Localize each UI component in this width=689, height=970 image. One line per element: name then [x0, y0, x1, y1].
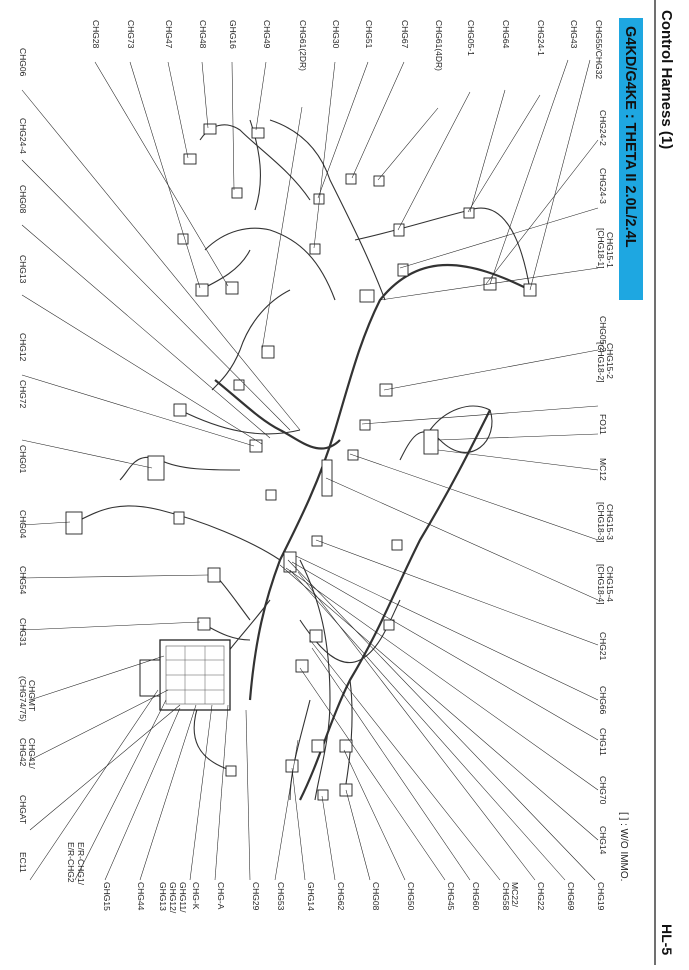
- connector-label: CHG48: [198, 20, 208, 49]
- connector-label: CHG24-3: [598, 168, 608, 204]
- connector-label: CHG73: [126, 20, 136, 49]
- connector-label: CHG43: [569, 20, 579, 49]
- connector-label: FO11: [598, 414, 608, 435]
- connector-label: CHG30: [331, 20, 341, 49]
- connector-label: CHG55/CHG32: [594, 20, 604, 80]
- connector-label: CHG42: [18, 738, 28, 767]
- connector-label: CHG01: [18, 445, 28, 474]
- connector-label: CHG29: [251, 882, 261, 911]
- connector-label: CHG08: [18, 185, 28, 214]
- connector-label: MC22/: [510, 882, 520, 908]
- connector-label: CHG24-2: [598, 110, 608, 146]
- connector-label: CHG14: [598, 826, 608, 855]
- connector-label: CHG54: [18, 566, 28, 595]
- connector-label: CHG41/: [27, 738, 37, 769]
- connector-label: CHG08: [371, 882, 381, 911]
- connector-label: CHG15-3: [605, 504, 615, 540]
- connector-label: CHG04: [18, 510, 28, 539]
- connector-label: CHG05-1: [466, 20, 476, 56]
- variant-badge-text: G4KD/G4KE : THETA II 2.0L/2.4L: [622, 26, 638, 248]
- connector-label: MC12: [598, 458, 608, 481]
- connector-label: CHG44: [136, 882, 146, 911]
- connector-label: CHG60: [471, 882, 481, 911]
- immo-note: [ ] : W/O IMMO.: [618, 812, 629, 882]
- connector-label: CHG11: [598, 728, 608, 756]
- connector-label: CHG15-1: [605, 232, 615, 268]
- connector-label: CHG06: [18, 48, 28, 77]
- connector-label: (CHG74/75): [18, 676, 28, 722]
- connector-label: CHG61(4DR): [434, 20, 444, 72]
- connector-label: E/R-CHG2: [66, 842, 76, 883]
- connector-label: CHG15-2: [605, 343, 615, 379]
- connector-label: CHGAT: [18, 795, 28, 825]
- connector-label: CHG50: [406, 882, 416, 911]
- connector-label: CHG22: [536, 882, 546, 911]
- connector-label: CHG67: [400, 20, 410, 49]
- connector-label: CHG24-4: [18, 118, 28, 154]
- connector-label: GHG13: [158, 882, 168, 911]
- connector-label: CHG49: [262, 20, 272, 49]
- connector-label: CHG64: [501, 20, 511, 49]
- connector-label: [CHG18-1]: [596, 228, 606, 269]
- connector-label: CHG05-2: [598, 316, 608, 352]
- connector-label: CHG47: [164, 20, 174, 49]
- connector-label: CHG53: [276, 882, 286, 911]
- connector-label: GHG12/: [168, 882, 178, 914]
- connector-label: CHG28: [91, 20, 101, 49]
- connector-label: CHG70: [598, 776, 608, 805]
- connector-label: GHG14: [306, 882, 316, 911]
- connector-label: CHG21: [598, 632, 608, 661]
- connector-label: CHG58: [501, 882, 511, 911]
- connector-label: CHG45: [446, 882, 456, 911]
- connector-label: CHG51: [364, 20, 374, 49]
- connector-label: EC11: [18, 852, 28, 873]
- connector-label: CHG31: [18, 618, 28, 647]
- harness-wiring: [66, 120, 536, 800]
- leader-lines: [22, 60, 598, 880]
- connector-label: CHG12: [18, 333, 28, 362]
- connector-label: CHG62: [336, 882, 346, 911]
- connector-label: CHG69: [566, 882, 576, 911]
- connector-label: CHG66: [598, 686, 608, 715]
- connector-label: GHG15: [102, 882, 112, 911]
- connector-label: CHG-K: [191, 882, 201, 910]
- connector-label: CHGMT: [27, 680, 37, 712]
- connector-label: CHG15-4: [605, 566, 615, 602]
- connector-label: CHG61(2DR): [298, 20, 308, 72]
- connector-label: CHG24-1: [536, 20, 546, 56]
- connector-label: CHG13: [18, 255, 28, 284]
- connector-label: [CHG18-3]: [596, 502, 606, 543]
- connector-label: [CHG18-2]: [596, 342, 606, 383]
- connector-label: CHG19: [596, 882, 606, 911]
- connector-label: CHG-A: [216, 882, 226, 910]
- connector-labels: [18, 20, 615, 914]
- connector-label: CHG72: [18, 380, 28, 409]
- connector-label: E/R-CHG1/: [76, 842, 86, 885]
- connector-label: GHG11/: [178, 882, 188, 913]
- page-number: HL-5: [659, 924, 675, 956]
- connector-label: [CHG18-4]: [596, 564, 606, 605]
- page-title: Control Harness (1): [658, 10, 675, 150]
- connector-label: GHG16: [228, 20, 238, 49]
